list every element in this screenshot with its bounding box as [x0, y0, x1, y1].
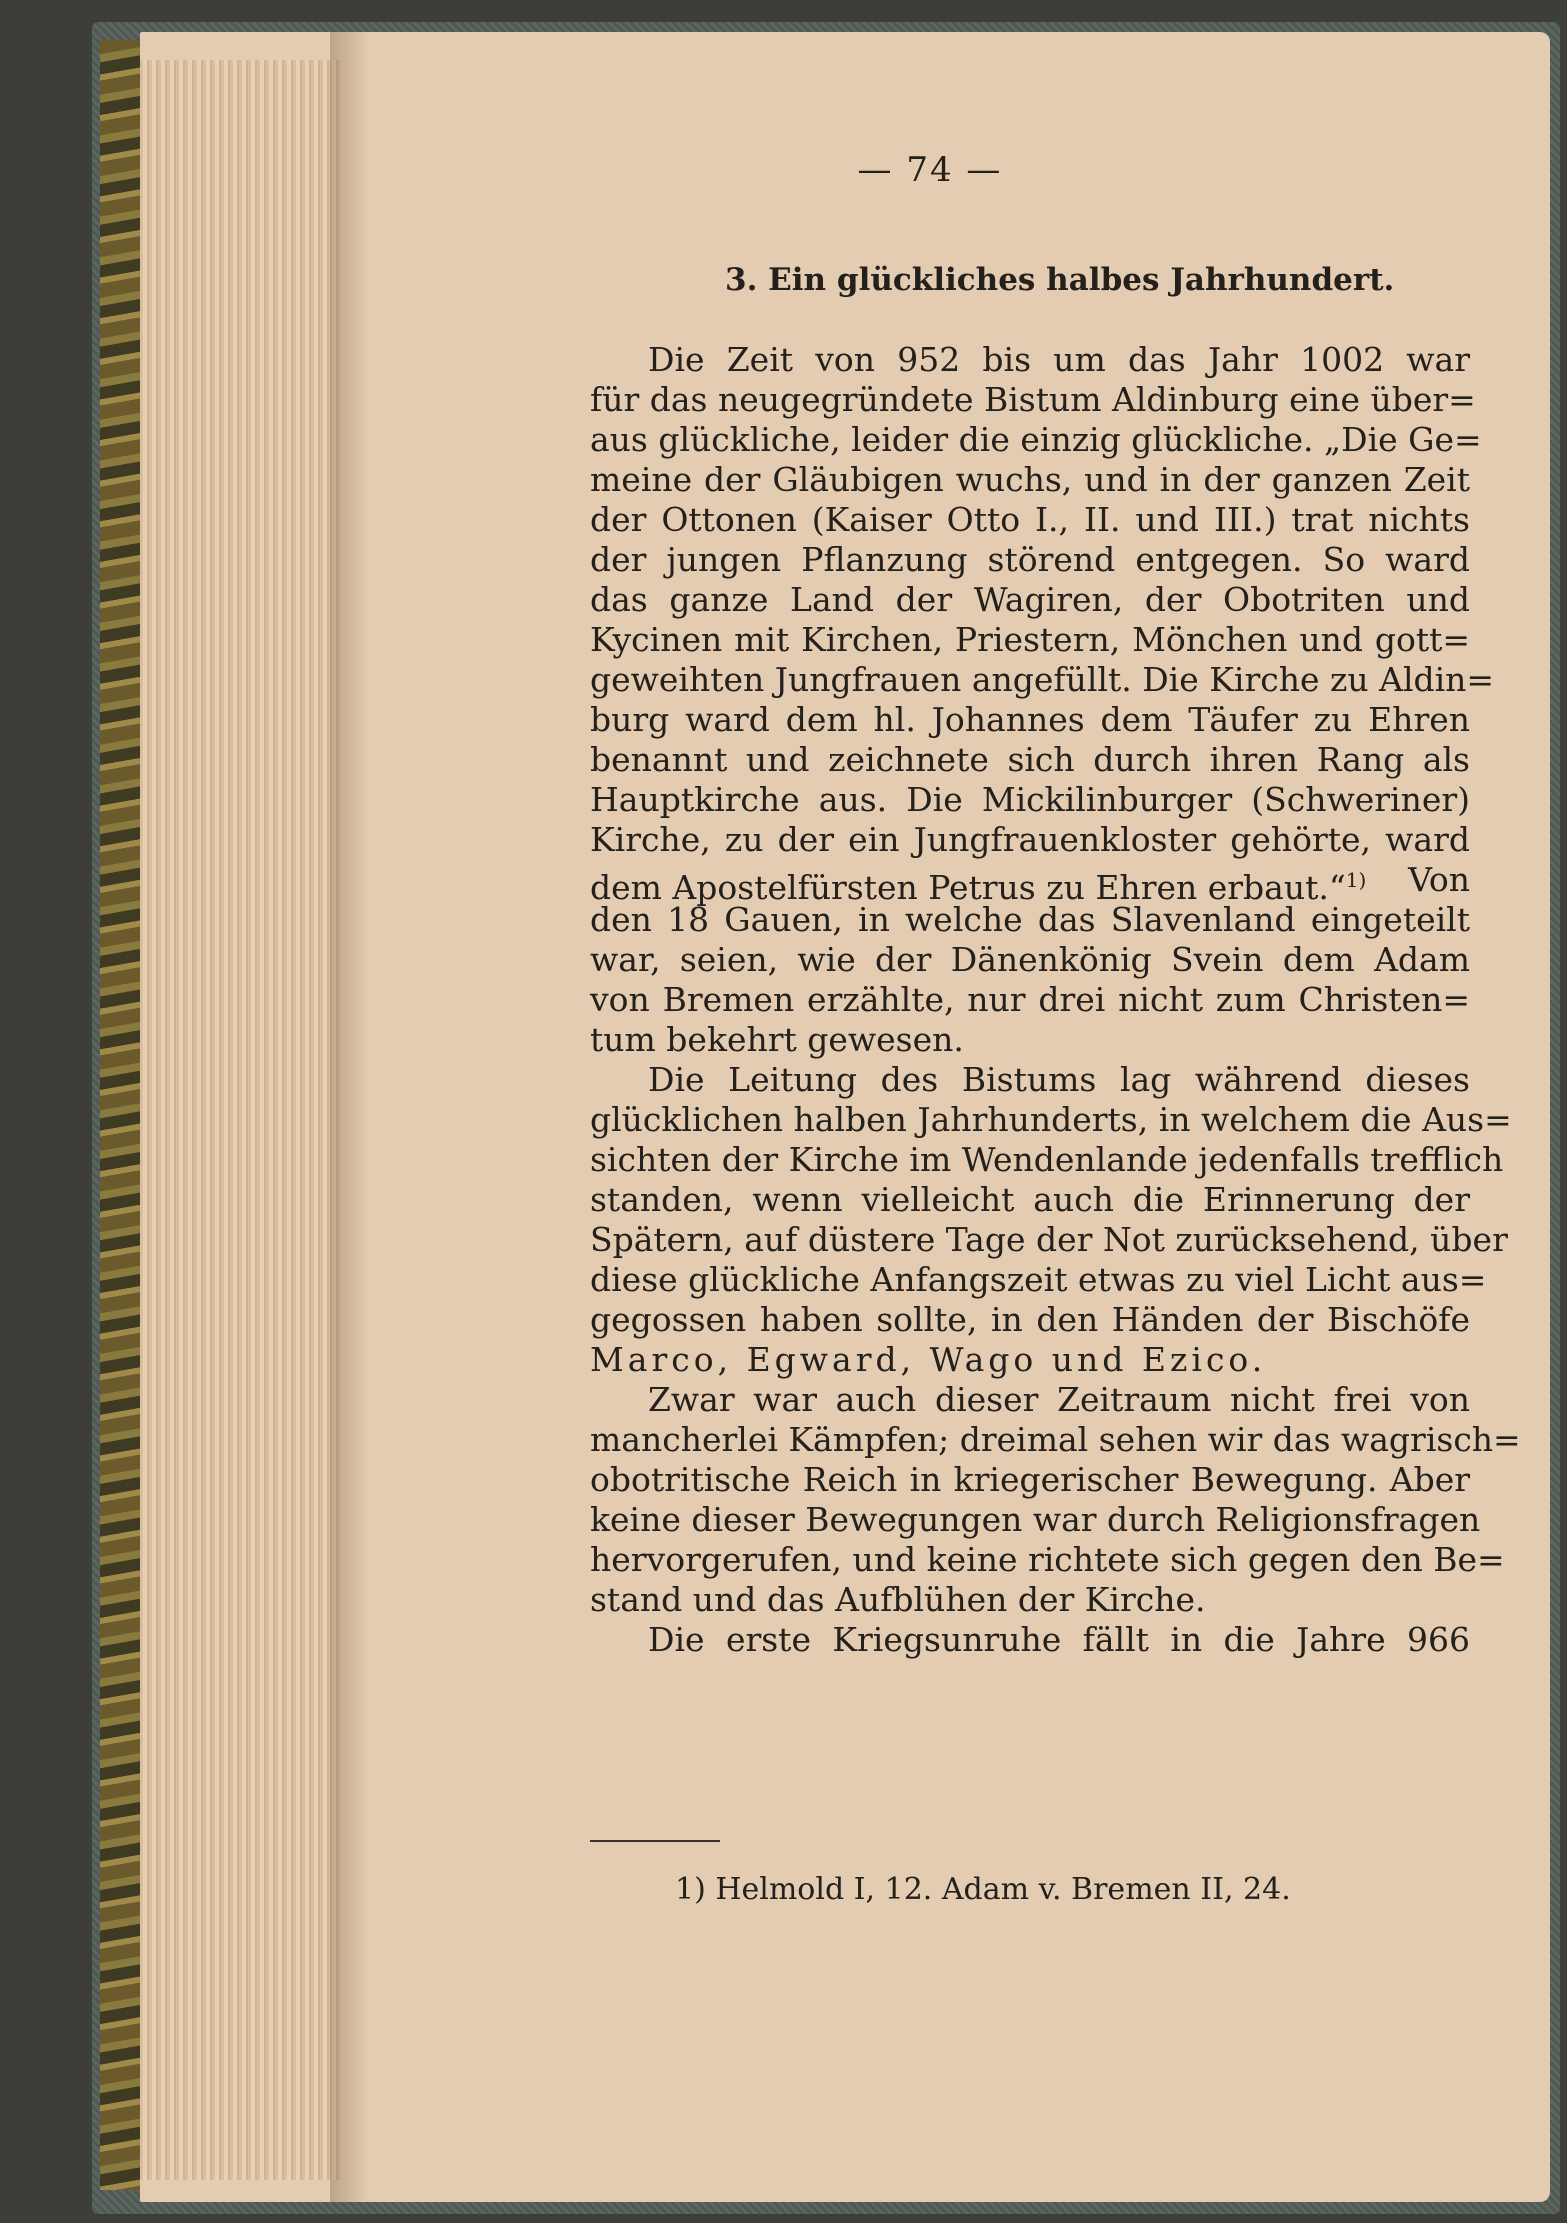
text-line: diese glückliche Anfangszeit etwas zu viel Licht aus= — [590, 1260, 1487, 1299]
text-line: obotritische Reich in kriegerischer Bewegung. Aber — [590, 1460, 1470, 1499]
text-line: von Bremen erzählte, nur drei nicht zum Christen= — [590, 980, 1470, 1019]
text-line: standen, wenn vielleicht auch die Erinnerung der — [590, 1180, 1470, 1219]
text-line-end: Von — [1408, 860, 1470, 899]
text-line: tum bekehrt gewesen. — [590, 1020, 964, 1059]
text-line: Spätern, auf düstere Tage der Not zurücksehend, über — [590, 1220, 1508, 1259]
text-line: war, seien, wie der Dänenkönig Svein dem Adam — [590, 940, 1470, 979]
text-line: glücklichen halben Jahrhunderts, in welchem die Aus= — [590, 1100, 1512, 1139]
footnote-rule — [590, 1840, 720, 1842]
text-line: Die Zeit von 952 bis um das Jahr 1002 war — [648, 340, 1470, 379]
text-line: Hauptkirche aus. Die Mickilinburger (Schweriner) — [590, 780, 1470, 819]
text-line: für das neugegründete Bistum Aldinburg eine über= — [590, 380, 1476, 419]
text-line-start: dem Apostelfürsten Petrus zu Ehren erbaut.“ — [590, 868, 1346, 907]
page-number: — 74 — — [857, 150, 1003, 190]
text-line: meine der Gläubigen wuchs, und in der ganzen Zeit — [590, 460, 1470, 499]
chapter-heading: 3. Ein glückliches halbes Jahrhundert. — [725, 262, 1395, 298]
text-line: den 18 Gauen, in welche das Slavenland eingeteilt — [590, 900, 1470, 939]
text-line: benannt und zeichnete sich durch ihren Rang als — [590, 740, 1470, 779]
text-line: Zwar war auch dieser Zeitraum nicht frei von — [648, 1380, 1470, 1419]
footnote-marker: 1) — [1345, 868, 1367, 892]
page-edges — [140, 60, 340, 2180]
text-line: keine dieser Bewegungen war durch Religionsfragen — [590, 1500, 1481, 1539]
text-line: mancherlei Kämpfen; dreimal sehen wir das wagrisch= — [590, 1420, 1521, 1459]
text-line: gegossen haben sollte, in den Händen der Bischöfe — [590, 1300, 1470, 1339]
text-line: der jungen Pflanzung störend entgegen. So ward — [590, 540, 1470, 579]
text-line: Die Leitung des Bistums lag während dieses — [648, 1060, 1470, 1099]
text-line: hervorgerufen, und keine richtete sich gegen den Be= — [590, 1540, 1505, 1579]
text-line: stand und das Aufblühen der Kirche. — [590, 1580, 1206, 1619]
text-line-with-footnote — [590, 860, 1470, 907]
text-line: aus glückliche, leider die einzig glückliche. „Die Ge= — [590, 420, 1482, 459]
text-line: das ganze Land der Wagiren, der Obotriten und — [590, 580, 1470, 619]
text-line: der Ottonen (Kaiser Otto I., II. und III.) trat nichts — [590, 500, 1470, 539]
text-line: burg ward dem hl. Johannes dem Täufer zu Ehren — [590, 700, 1470, 739]
text-line: Marco, Egward, Wago und Ezico. — [590, 1340, 1267, 1379]
footnote: 1) Helmold I, 12. Adam v. Bremen II, 24. — [675, 1872, 1291, 1907]
text-line: Die erste Kriegsunruhe fällt in die Jahre 966 — [648, 1620, 1470, 1659]
text-line: Kycinen mit Kirchen, Priestern, Mönchen und gott= — [590, 620, 1470, 659]
page-gutter-shadow — [330, 32, 370, 2202]
text-line: Kirche, zu der ein Jungfrauenkloster gehörte, ward — [590, 820, 1470, 859]
text-line: geweihten Jungfrauen angefüllt. Die Kirche zu Aldin= — [590, 660, 1495, 699]
text-line: sichten der Kirche im Wendenlande jedenfalls trefflich — [590, 1140, 1504, 1179]
